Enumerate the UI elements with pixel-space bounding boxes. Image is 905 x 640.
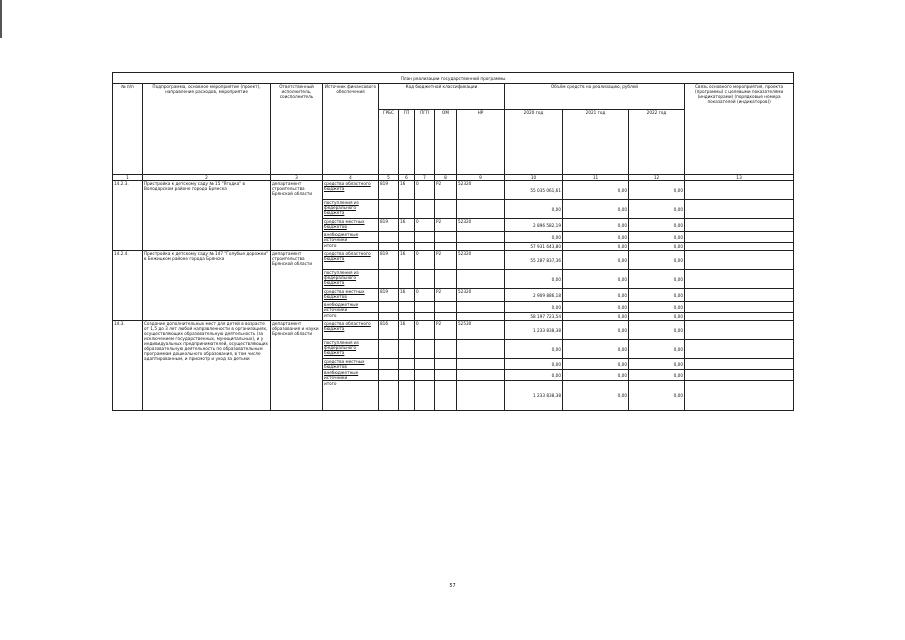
- funding-source: средства областного бюджета: [323, 251, 379, 270]
- funding-source: внебюджетные источники: [323, 232, 379, 243]
- cell-gp: [399, 340, 415, 359]
- col-number: 6: [399, 175, 415, 181]
- col-number: 2: [143, 175, 271, 181]
- cell-y2020: 0,00: [505, 302, 563, 313]
- cell-nr: [457, 232, 505, 243]
- cell-y2021: 0,00: [563, 232, 629, 243]
- col-number: 12: [629, 175, 685, 181]
- cell-y2020: 0,00: [505, 232, 563, 243]
- cell-pgp: 0: [415, 289, 435, 302]
- cell-gp: [399, 270, 415, 289]
- table-row: [113, 321, 794, 340]
- cell-y2022: 0,00: [629, 321, 685, 340]
- header-source: Источник финансового обеспечения: [323, 84, 379, 175]
- cell-link: [685, 270, 794, 289]
- cell-grbs: [379, 200, 399, 219]
- cell-om: [435, 270, 457, 289]
- cell-pgp: [415, 340, 435, 359]
- funding-source: средства местных бюджетов: [323, 289, 379, 302]
- cell-gp: [399, 381, 415, 411]
- cell-y2022: 0,00: [629, 232, 685, 243]
- header-nr: НР: [457, 110, 505, 175]
- header-volume-group: Объём средств на реализацию, рублей: [505, 84, 685, 110]
- cell-nr: [457, 370, 505, 381]
- cell-y2022: 0,00: [629, 200, 685, 219]
- cell-nr: [457, 200, 505, 219]
- cell-y2020: 0,00: [505, 370, 563, 381]
- cell-y2021: 0,00: [563, 251, 629, 270]
- cell-pgp: [415, 370, 435, 381]
- cell-link: [685, 381, 794, 411]
- cell-om: [435, 243, 457, 251]
- cell-om: Р2: [435, 181, 457, 200]
- cell-y2020: 2 896 582,19: [505, 219, 563, 232]
- cell-grbs: 819: [379, 251, 399, 270]
- funding-source: средства областного бюджета: [323, 321, 379, 340]
- cell-gp: [399, 243, 415, 251]
- col-number: 4: [323, 175, 379, 181]
- cell-om: [435, 313, 457, 321]
- plan-table: [112, 72, 794, 411]
- cell-y2021: 0,00: [563, 302, 629, 313]
- funding-source: внебюджетные источники: [323, 370, 379, 381]
- cell-grbs: [379, 381, 399, 411]
- cell-link: [685, 181, 794, 200]
- cell-pgp: [415, 200, 435, 219]
- cell-nr: [457, 381, 505, 411]
- header-gp: ГП: [399, 110, 415, 175]
- cell-link: [685, 219, 794, 232]
- item-number: 14.3.: [113, 321, 143, 411]
- funding-source: средства областного бюджета: [323, 181, 379, 200]
- scan-edge-mark: [0, 0, 2, 38]
- cell-y2022: 0,00: [629, 370, 685, 381]
- funding-source: внебюджетные источники: [323, 302, 379, 313]
- cell-nr: 52320: [457, 181, 505, 200]
- cell-y2022: 0,00: [629, 340, 685, 359]
- cell-link: [685, 321, 794, 340]
- cell-y2022: 0,00: [629, 313, 685, 321]
- cell-y2021: 0,00: [563, 381, 629, 411]
- cell-gp: [399, 232, 415, 243]
- cell-nr: 52320: [457, 251, 505, 270]
- cell-pgp: [415, 270, 435, 289]
- header-2022: 2022 год: [629, 110, 685, 175]
- item-responsible: департамент образования и науки Брянской области: [271, 321, 323, 411]
- funding-source: поступления из федерального бюджета: [323, 200, 379, 219]
- cell-y2022: 0,00: [629, 219, 685, 232]
- cell-link: [685, 200, 794, 219]
- header-2020: 2020 год: [505, 110, 563, 175]
- cell-nr: 52320: [457, 289, 505, 302]
- cell-gp: [399, 313, 415, 321]
- cell-grbs: [379, 359, 399, 370]
- item-number: 14.2.4.: [113, 251, 143, 321]
- cell-om: [435, 302, 457, 313]
- cell-y2022: 0,00: [629, 251, 685, 270]
- cell-y2021: 0,00: [563, 370, 629, 381]
- table-row: [113, 181, 794, 200]
- cell-y2022: 0,00: [629, 302, 685, 313]
- cell-nr: [457, 302, 505, 313]
- cell-nr: [457, 243, 505, 251]
- funding-source: итого: [323, 313, 379, 321]
- cell-grbs: [379, 243, 399, 251]
- cell-link: [685, 243, 794, 251]
- item-responsible: департамент строительства Брянской области: [271, 181, 323, 251]
- cell-pgp: 0: [415, 219, 435, 232]
- cell-om: Р2: [435, 219, 457, 232]
- cell-y2021: 0,00: [563, 270, 629, 289]
- cell-grbs: [379, 340, 399, 359]
- col-number: 5: [379, 175, 399, 181]
- cell-link: [685, 340, 794, 359]
- cell-y2021: 0,00: [563, 243, 629, 251]
- cell-grbs: [379, 313, 399, 321]
- cell-nr: 52530: [457, 321, 505, 340]
- header-name: Подпрограмма, основное мероприятие (проект), направление расходов, мероприятие: [143, 84, 271, 175]
- cell-y2021: 0,00: [563, 313, 629, 321]
- cell-link: [685, 251, 794, 270]
- cell-pgp: [415, 359, 435, 370]
- cell-y2020: 55 287 837,36: [505, 251, 563, 270]
- table-row: [113, 251, 794, 270]
- cell-y2020: 55 035 061,61: [505, 181, 563, 200]
- col-number: 8: [435, 175, 457, 181]
- cell-grbs: [379, 302, 399, 313]
- cell-link: [685, 289, 794, 302]
- cell-y2022: 0,00: [629, 359, 685, 370]
- cell-gp: 16: [399, 289, 415, 302]
- item-name: Пристройка к детскому саду № 147 "Голубые дорожки" в Бежицком районе города Брянска: [143, 251, 271, 321]
- page-number: 57: [449, 583, 456, 589]
- cell-om: [435, 200, 457, 219]
- header-num: № п/п: [113, 84, 143, 175]
- cell-grbs: 819: [379, 289, 399, 302]
- cell-pgp: 0: [415, 321, 435, 340]
- header-responsible: Ответственный исполнитель, соисполнитель: [271, 84, 323, 175]
- cell-nr: [457, 313, 505, 321]
- cell-om: Р2: [435, 251, 457, 270]
- col-number: 9: [457, 175, 505, 181]
- cell-y2022: 0,00: [629, 270, 685, 289]
- cell-gp: [399, 359, 415, 370]
- funding-source: средства местных бюджетов: [323, 219, 379, 232]
- table-title-row: [113, 73, 794, 84]
- cell-y2020: 0,00: [505, 340, 563, 359]
- cell-nr: [457, 340, 505, 359]
- header-pgp: ПГП: [415, 110, 435, 175]
- cell-nr: [457, 270, 505, 289]
- cell-y2022: 0,00: [629, 181, 685, 200]
- cell-y2020: 2 909 886,18: [505, 289, 563, 302]
- cell-y2020: 1 233 838,38: [505, 321, 563, 340]
- cell-y2021: 0,00: [563, 181, 629, 200]
- cell-grbs: 816: [379, 321, 399, 340]
- cell-grbs: [379, 232, 399, 243]
- cell-y2020: 0,00: [505, 200, 563, 219]
- col-number: 3: [271, 175, 323, 181]
- cell-om: [435, 381, 457, 411]
- cell-y2021: 0,00: [563, 340, 629, 359]
- cell-om: [435, 232, 457, 243]
- cell-link: [685, 359, 794, 370]
- funding-source: поступления из федерального бюджета: [323, 340, 379, 359]
- item-name: Создание дополнительных мест для детей в возрасте от 1,5 до 3 лет любой направленности в организациях, осуществляющих образовательную деятельность (за исключением государственных, муниципальных), и у индивидуальных предпринимателей, осуществляющих образовательную деятельность по образовательным программам дошкольного образования, в том числе адаптированным, и присмотр и уход за детьми: [143, 321, 271, 411]
- cell-y2021: 0,00: [563, 359, 629, 370]
- cell-grbs: 819: [379, 219, 399, 232]
- cell-grbs: [379, 270, 399, 289]
- item-number: 14.2.3.: [113, 181, 143, 251]
- table-body: [113, 181, 794, 411]
- col-number: 13: [685, 175, 794, 181]
- cell-pgp: [415, 232, 435, 243]
- cell-om: [435, 370, 457, 381]
- cell-pgp: 0: [415, 251, 435, 270]
- cell-y2022: 0,00: [629, 381, 685, 411]
- cell-link: [685, 370, 794, 381]
- cell-y2020: 57 931 643,80: [505, 243, 563, 251]
- item-name: Пристройка к детскому саду № 15 "Ягодка" в Володарском районе города Брянска: [143, 181, 271, 251]
- cell-om: [435, 359, 457, 370]
- cell-y2020: 0,00: [505, 359, 563, 370]
- cell-gp: [399, 200, 415, 219]
- header-link: Связь основного мероприятия, проекта (программы) с целевыми показателями (индикаторами) (порядковые номера показателей (индикаторов)): [685, 84, 794, 175]
- cell-gp: [399, 302, 415, 313]
- item-responsible: департамент строительства Брянской области: [271, 251, 323, 321]
- cell-y2021: 0,00: [563, 321, 629, 340]
- col-number: 11: [563, 175, 629, 181]
- cell-y2021: 0,00: [563, 289, 629, 302]
- cell-link: [685, 232, 794, 243]
- cell-pgp: [415, 302, 435, 313]
- cell-om: Р2: [435, 321, 457, 340]
- cell-y2020: 58 197 723,54: [505, 313, 563, 321]
- col-number: 7: [415, 175, 435, 181]
- header-code-group: Код бюджетной классификации: [379, 84, 505, 110]
- cell-link: [685, 302, 794, 313]
- cell-gp: [399, 370, 415, 381]
- cell-gp: 16: [399, 321, 415, 340]
- header-grbs: ГРБС: [379, 110, 399, 175]
- cell-pgp: [415, 381, 435, 411]
- cell-om: [435, 340, 457, 359]
- cell-pgp: [415, 313, 435, 321]
- cell-y2021: 0,00: [563, 219, 629, 232]
- cell-pgp: [415, 243, 435, 251]
- cell-y2022: 0,00: [629, 289, 685, 302]
- cell-y2020: 1 233 838,38: [505, 381, 563, 411]
- funding-source: средства местных бюджетов: [323, 359, 379, 370]
- cell-grbs: [379, 370, 399, 381]
- cell-pgp: 0: [415, 181, 435, 200]
- cell-nr: [457, 359, 505, 370]
- cell-om: Р2: [435, 289, 457, 302]
- cell-y2022: 0,00: [629, 243, 685, 251]
- cell-grbs: 819: [379, 181, 399, 200]
- cell-y2021: 0,00: [563, 200, 629, 219]
- cell-y2020: 0,00: [505, 270, 563, 289]
- table-title: План реализации государственной программы: [113, 73, 794, 84]
- header-2021: 2021 год: [563, 110, 629, 175]
- cell-link: [685, 313, 794, 321]
- funding-source: итого: [323, 243, 379, 251]
- header-row-1: [113, 84, 794, 110]
- funding-source: итого: [323, 381, 379, 411]
- cell-nr: 52320: [457, 219, 505, 232]
- cell-gp: 16: [399, 251, 415, 270]
- col-number: 1: [113, 175, 143, 181]
- cell-gp: 16: [399, 219, 415, 232]
- cell-gp: 16: [399, 181, 415, 200]
- col-number: 10: [505, 175, 563, 181]
- funding-source: поступления из федерального бюджета: [323, 270, 379, 289]
- header-om: ОМ: [435, 110, 457, 175]
